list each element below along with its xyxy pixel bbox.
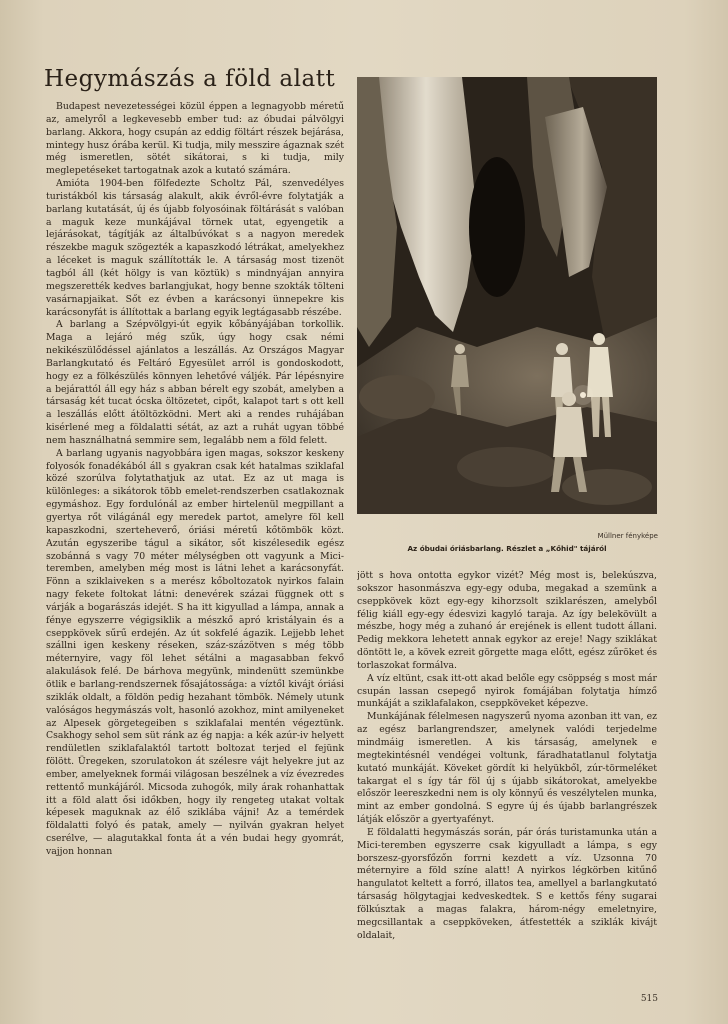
paragraph: A barlang a Szépvölgyi-út egyik kőbányájában torkollik. Maga a lejáró még szűk, úgy hogy csak némi nekikészülődéssel ajánlatos a leszállás. Az Országos Magyar Barlangkutató és Feltáró Egyesület arról is gondoskodott, hogy ez a fölkészülés könnyen lehetővé váljék. Pár lépésnyire a bejárattól áll egy ház s abban bérelt egy szobát, amelyben a társaság két tucat ócska öltözetet, cipőt, kalapot tart s ott kell a leszállás előtt átöltözködni. Mert aki a rendes ruhájában kisérlené meg a földalatti sétát, az azt a ruhát ugyan többé nem használhatná semmire sem, legalább nem a föld felett. — [46, 319, 344, 446]
paragraph: Budapest nevezetességei közül éppen a legnagyobb méretű az, amelyről a legkevesebb ember tud: az óbudai pálvölgyi barlang. Akkora, hogy csupán az eddig föltárt részek bejárása, mintegy husz órába kerül. Ki tudja, mily messzire ágaznak szét még ismeretlen, sötét sikátorai, s ki tudja, mily meglepetéseket tartogatnak azok a kutató számára. — [46, 101, 344, 177]
paragraph: A víz eltünt, csak itt-ott akad belőle egy csöppség s most már csupán lassan csepegő nyirok fomájában folytatja hímző munkáját a sziklafalakon, cseppköveket képezve. — [357, 672, 657, 710]
right-text-column — [357, 570, 657, 990]
cave-photo-illustration — [357, 77, 657, 514]
photo-caption: Az óbudai óriásbarlang. Részlet a „Kőhid" tájáról — [407, 544, 607, 553]
photo-credit: Müllner fényképe — [597, 532, 658, 540]
left-text-column — [46, 101, 344, 987]
cave-photograph — [357, 77, 657, 514]
paragraph: A barlang ugyanis nagyobbára igen magas, sokszor keskeny folyosók fonadékából áll s gyakran csak két hatalmas sziklafal közé szorúlva folytathatjuk az utat. Ez az ut maga is különleges: a sikátorok több emelet-rendszerben csatlakoznak egymáshoz. Egy fordulónál az ember hirtelenül megpillant a gyertya rőt világánál egy meredek partot, amelyre föl kell kapaszkodni, szerteheverő, óriási méretű kőtömbök közt. Azután egyszeribe tágul a sikátor, sőt kiszélesedik egész szobánná s vagy 70 méter mélységben ott vagyunk a Mici-teremben, amelyben még most is látni lehet a karácsonyfát. Fönn a sziklaiveken s a merész kőboltozatok nyirkos falain nagy fekete foltokat látni: denevérek százai függnek ott s várják a bogarászás idejét. S ha itt kigyullad a lámpa, annak a fénye egyszerre végigsiklik a mészkő apró kristályain és a cseppkövek sűrű erdején. Az út sokfelé ágazik. Lejjebb lehet szállni igen keskeny réseken, száz-százötven s még több méternyire, vagy föl lehet sétálni a magasabban fekvő alakulások felé. De bárhova megyünk, mindenütt szemünkbe ötlik e barlang-rendszernek fősajátossága: a víztől kivájt óriási sziklák oldalt, a földön pedig hezahant tömbök. Némely utunk valóságos hegymászás volt, hasonló azokhoz, mint amilyeneket az Alpesek görgetegeiben s sziklafalai mentén végeztünk. Csakhogy sehol sem süt ránk az ég napja: a kék azúr-iv helyett rendületlen sziklafalaktól tartott boltozat terjed el fejünk fölött. Üregeken, szorulatokon át szélesre vájt helyekre jut az ember, amelyeknek formái világosan beszélnek a víz évezredes rettentő munkájáról. Micsoda zuhogók, mily árak rohanhattak itt a föld alatt ősi időkben, hogy ily rengeteg utakat voltak képesek maguknak az élő sziklába vájni! Az a temérdek földalatti folyó és patak, amely — nyilván gyakran helyet cserélve, — alagutakkal fonta át a vén budai hegy gyomrát, vajjon honnan — [46, 447, 344, 857]
paragraph: jött s hova ontotta egykor vizét? Még most is, belekúszva, sokszor hasonmászva egy-egy oduba, megakad a szemünk a cseppkövek közt egy-egy kihorzsolt sziklarészen, amelyből félig kiáll egy-egy édesvizi kagyló taraja. Az így belekövült a mészbe, hogy még a zuhanó ár erejének is ellent tudott állani. Pedig mekkora lehetett annak egykor az ereje! Nagy sziklákat döntött le, a kövek ezreit görgette maga előtt, egész zűröket és torlaszokat formálva. — [357, 570, 657, 671]
paragraph: Amióta 1904-ben fölfedezte Scholtz Pál, szenvedélyes turistákból kis társaság alakult, akik évről-évre folytatják a barlang kutatását, új és újabb folyosóinak föltárását s valóban a maguk keze munkájával törnek utat, egyengetik a lejárásokat, tágítják az általbúvókat s a nagyon meredek részekbe maguk szögezték a kapaszkodó létrákat, amelyekhez a léceket is maguk szállították le. A társaság most tizenöt tagból áll (két hölgy is van köztük) s mindnyájan annyira megszerették kedves barlangjukat, hogy benne szokták tölteni vasárnapjaikat. Sőt ez évben a karácsonyi ünnepekre kis karácsonyfát is állítottak a barlang egyik legtágasabb részébe. — [46, 178, 344, 318]
paragraph: Munkájának félelmesen nagyszerű nyoma azonban itt van, ez az egész barlangrendszer, amelynek valódi terjedelme mindmáig ismeretlen. A kis társaság, amelynek e megtekintésnél vendégei voltunk, fáradhatatlanul folytatja kutató munkáját. Köveket gördít ki helyükből, zúr-törmeléket takargat el s így tár föl új s újabb sikátorokat, amelyekbe először leereszkedni nem is oly könnyű és veszélytelen munka, mint az ember gondolná. S egyre új és újabb barlangrészek látják először a gyertyafényt. — [357, 711, 657, 826]
page-number: 515 — [640, 994, 658, 1004]
paragraph: E földalatti hegymászás során, pár órás turistamunka után a Mici-teremben egyszerre csak kigyulladt a lámpa, s egy borszesz-gyorsfőzőn forrni kezdett a víz. Uzsonna 70 méternyire a föld színe alatt! A nyirkos légkörben kitűnő hangulatot keltett a forró, illatos tea, amellyel a barlangkutató társaság hölgytagjai kedveskedtek. S e kettős fény sugarai fölkúsztak a magas falakra, három-négy emeletnyire, megcsillantak a cseppköveken, átfestették a sziklák kivájt oldalait, — [357, 826, 657, 941]
article-title: Hegymászás a föld alatt — [44, 66, 336, 92]
